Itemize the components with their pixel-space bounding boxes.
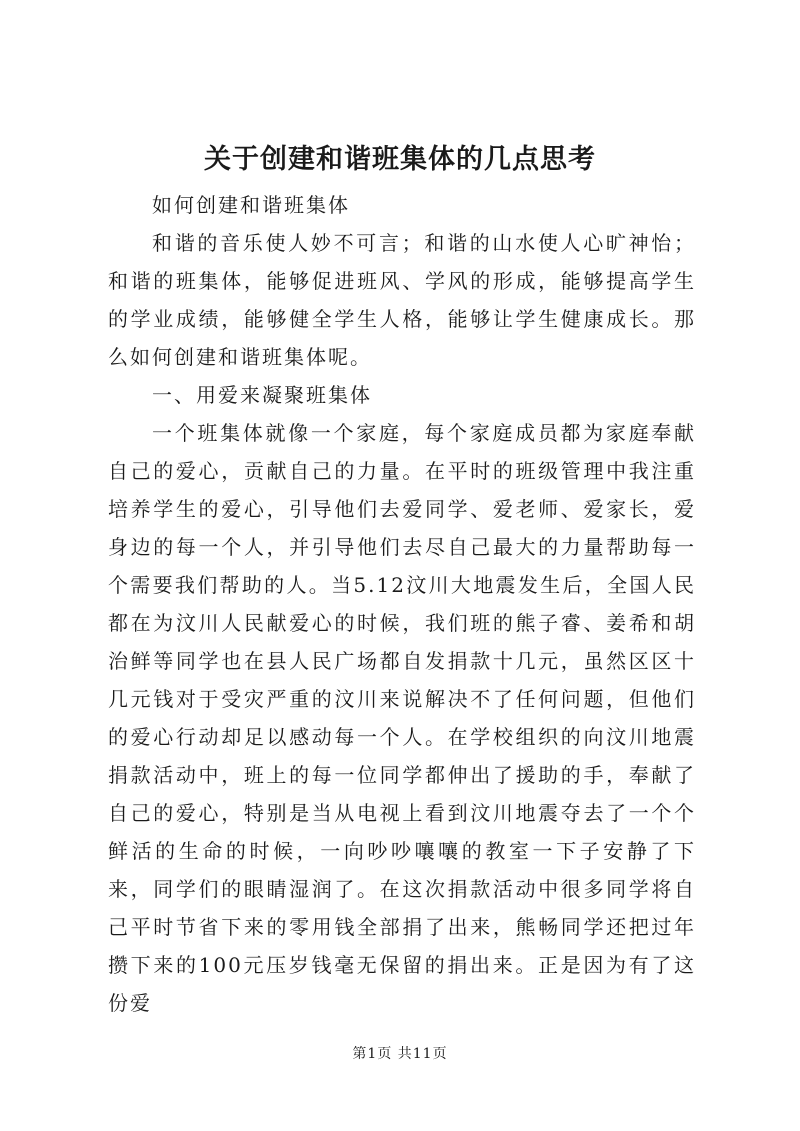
page-footer: 第1页 共11页: [352, 1046, 448, 1062]
document-body: [108, 186, 696, 1022]
document-title: 关于创建和谐班集体的几点思考: [204, 144, 596, 175]
section-heading: 如何创建和谐班集体: [152, 193, 350, 217]
body-paragraph: 一个班集体就像一个家庭，每个家庭成员都为家庭奉献自己的爱心，贡献自己的力量。在平时的班级管理中我注重培养学生的爱心，引导他们去爱同学、爱老师、爱家长，爱身边的每一个人，并引导他们去尽自己最大的力量帮助每一个需要我们帮助的人。当5.12汶川大地震发生后，全国人民都在为汶川人民献爱心的时候，我们班的熊子睿、姜希和胡治鲜等同学也在县人民广场都自发捐款十几元，虽然区区十几元钱对于受灾严重的汶川来说解决不了任何问题，但他们的爱心行动却足以感动每一个人。在学校组织的向汶川地震捐款活动中，班上的每一位同学都伸出了援助的手，奉献了自己的爱心，特别是当从电视上看到汶川地震夺去了一个个鲜活的生命的时候，一向吵吵嚷嚷的教室一下子安静了下来，同学们的眼睛湿润了。在这次捐款活动中很多同学将自己平时节省下来的零用钱全部捐了出来，熊畅同学还把过年攒下来的100元压岁钱毫无保留的捐出来。正是因为有了这份爱: [108, 421, 696, 1015]
section-heading: 一、用爱来凝聚班集体: [152, 383, 372, 407]
body-paragraph: 和谐的音乐使人妙不可言；和谐的山水使人心旷神怡；和谐的班集体，能够促进班风、学风的形成，能够提高学生的学业成绩，能够健全学生人格，能够让学生健康成长。那么如何创建和谐班集体呢。: [108, 231, 696, 369]
